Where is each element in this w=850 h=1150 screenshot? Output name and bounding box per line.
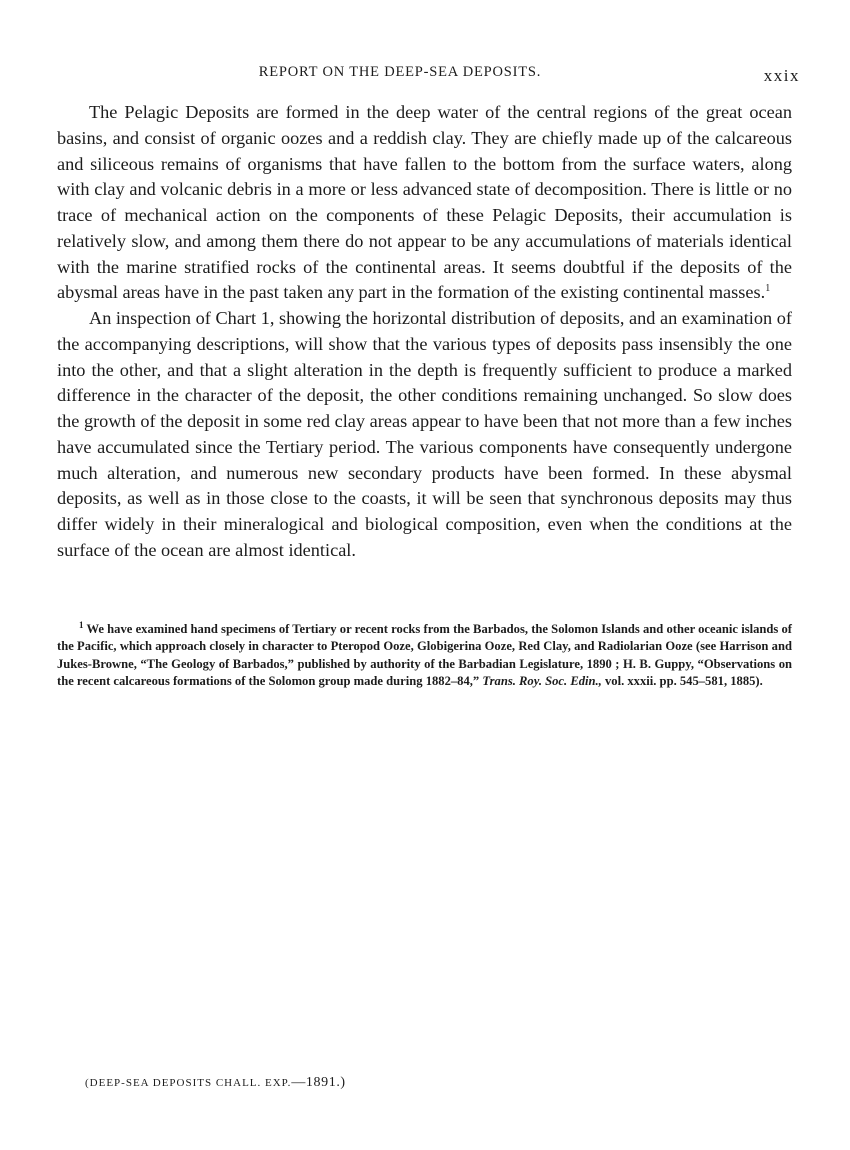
running-head: [55, 62, 800, 86]
footnote-journal: Trans. Roy. Soc. Edin.,: [482, 674, 602, 689]
body-text: [57, 100, 792, 564]
footnote-marker: 1: [79, 619, 84, 630]
footnote-reference: 1: [765, 283, 771, 295]
signature-line: [85, 1075, 346, 1091]
signature-small-caps: (DEEP-SEA DEPOSITS CHALL. EXP.: [85, 1077, 292, 1089]
running-title: REPORT ON THE DEEP-SEA DEPOSITS.: [258, 64, 542, 80]
paragraph-1-text: The Pelagic Deposits are formed in the deep water of the central regions of the great ocean basins, and consist of organic oozes and a reddish clay. They are chiefly made up of the calcareous and siliceous remains of organisms that have fallen to the bottom from the surface waters, along with clay and volcanic debris in a more or less advanced state of decomposition. There is little or no trace of mechanical action on the components of these Pelagic Deposits, their accumulation is relatively slow, and among them there do not appear to be any accumulations of materials identical with the marine stratified rocks of the continental areas. It seems doubtful if the deposits of the abysmal areas have in the past taken any part in the formation of the existing continental masses.: [57, 102, 792, 303]
paragraph-2: An inspection of Chart 1, showing the horizontal distribution of deposits, and an examination of the accompanying descriptions, will show that the various types of deposits pass insensibly the one into the other, and that a slight alteration in the depth is frequently sufficient to produce a marked difference in the character of the deposit, the other conditions remaining unchanged. So slow does the growth of the deposit in some red clay areas appear to have been that not more than a few inches have accumulated since the Tertiary period. The various components have consequently undergone much alteration, and numerous new secondary products have been formed. In these abysmal deposits, as well as in those close to the coasts, it will be seen that synchronous deposits may thus differ widely in their mineralogical and biological composition, even when the conditions at the surface of the ocean are almost identical.: [57, 308, 792, 560]
signature-year: —1891.): [291, 1075, 346, 1090]
footnote-text-part1: We have examined hand specimens of Tertiary or recent rocks from the Barbados, the Solomon Islands and other oceanic islands of the Pacific, which approach closely in character to Pteropod Ooze, Globigerina Ooze, Red Clay, and Radiolarian Ooze (see Harrison and Jukes-Browne, “The Geology of Barbados,” published by authority of the Barbadian Legislature, 1890 ; H. B. Guppy, “Observations on the recent calcareous formations of the Solomon group made during 1882–84,”: [57, 622, 793, 689]
footnote-text-part2: vol. xxxii. pp. 545–581, 1885).: [604, 674, 763, 689]
footnote: [57, 621, 792, 691]
page-number: xxix: [763, 66, 800, 85]
paragraph-1: [57, 100, 792, 306]
